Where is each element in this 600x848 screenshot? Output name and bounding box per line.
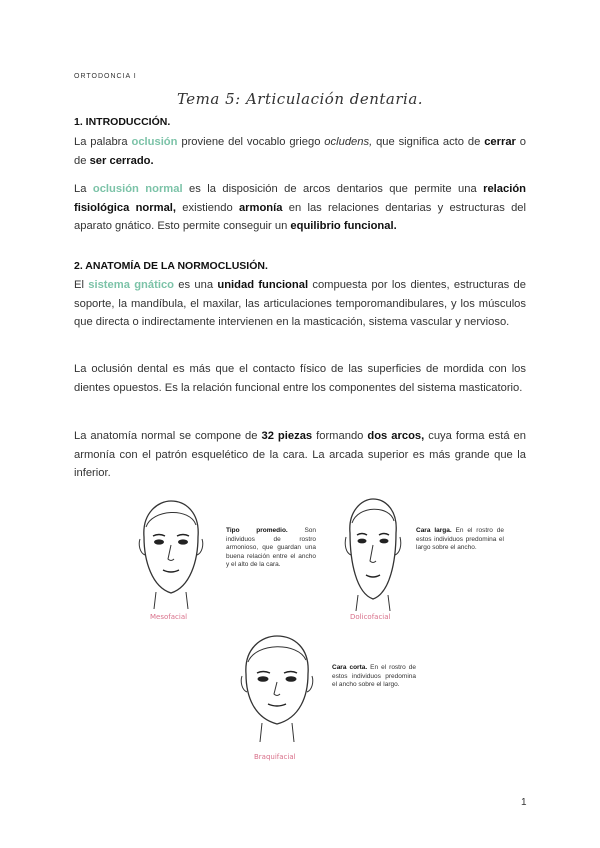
paragraph-anatomia-normal: La anatomía normal se compone de 32 piezas formando dos arcos, cuya forma está en armonía con el patrón esquelético de la cara. La arcada superior es más grande que la inferior. <box>74 430 526 479</box>
mesofacial-face-illustration <box>130 495 212 613</box>
section-heading-anatomia: 2. ANATOMÍA DE LA NORMOCLUSIÓN. <box>74 260 268 272</box>
braquifacial-face-illustration <box>234 630 320 746</box>
label-braquifacial: Braquifacial <box>254 753 296 761</box>
paragraph-sistema-gnatico: El sistema gnático es una unidad funcional compuesta por los dientes, estructuras de soporte, la mandíbula, el maxilar, las articulaciones temporomandibulares, y los músculos que directa o indirectamente intervienen en la masticación, sistema vascular y nervioso. <box>74 279 526 328</box>
course-header: ORTODONCIA I <box>74 73 137 80</box>
paragraph-oclusion: La palabra oclusión proviene del vocablo griego ocludens, que significa acto de cerrar o de ser cerrado. <box>74 136 527 167</box>
paragraph-oclusion-dental: La oclusión dental es más que el contacto físico de las superficies de mordida con los dientes opuestos. Es la relación funcional entre los componentes del sistema masticatorio. <box>74 363 526 394</box>
caption-mesofacial: Tipo promedio. Son individuos de rostro armonioso, que guardan una buena relación entre el ancho y el alto de la cara. <box>226 527 317 568</box>
page-title: Tema 5: Articulación dentaria. <box>176 90 424 108</box>
dolicofacial-face-illustration <box>336 495 410 613</box>
caption-braquifacial: Cara corta. En el rostro de estos individuos predomina el ancho sobre el largo. <box>332 664 416 688</box>
caption-dolicofacial: Cara larga. En el rostro de estos individuos predomina el largo sobre el ancho. <box>416 527 504 551</box>
paragraph-oclusion-normal: La oclusión normal es la disposición de arcos dentarios que permite una relación fisiológica normal, existiendo armonía en las relaciones dentarias y estructuras del aparato gnático. Esto permite conseguir un equilibrio funcional. <box>74 183 526 232</box>
section-heading-introduccion: 1. INTRODUCCIÓN. <box>74 116 171 128</box>
label-mesofacial: Mesofacial <box>150 613 188 621</box>
label-dolicofacial: Dolicofacial <box>350 613 391 621</box>
page-number: 1 <box>521 797 527 808</box>
